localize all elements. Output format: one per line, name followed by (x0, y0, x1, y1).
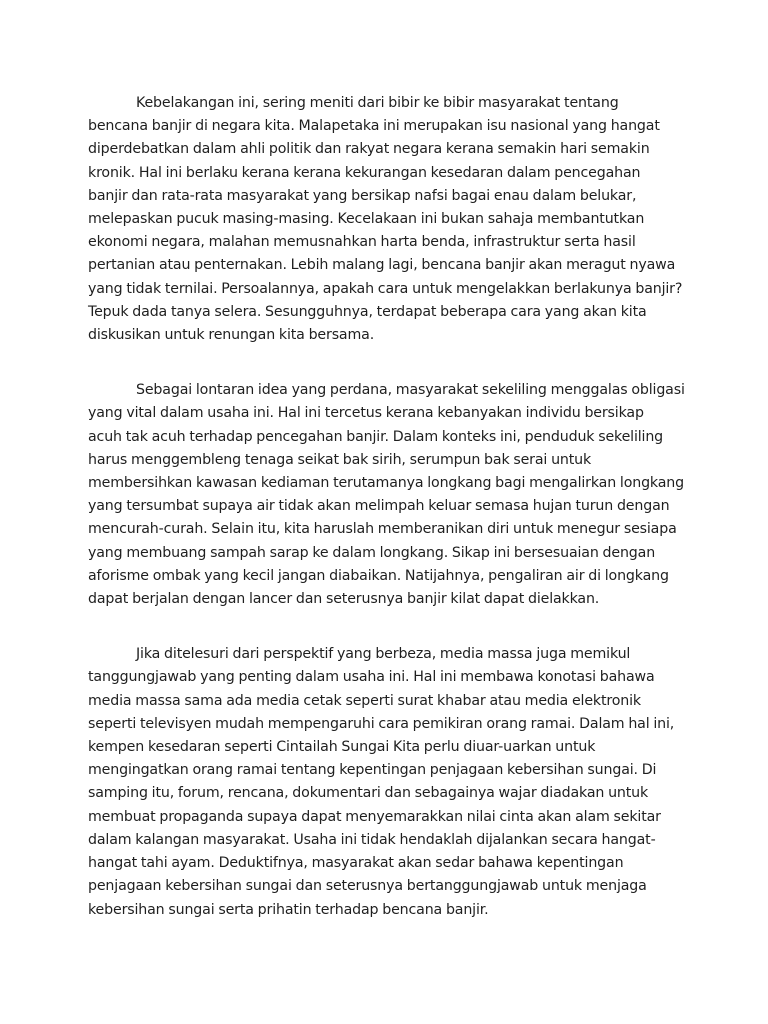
text-line: diskusikan untuk renungan kita bersama. (88, 327, 375, 344)
text-line: yang vital dalam usaha ini. Hal ini tercetus kerana kebanyakan individu bersikap (88, 405, 644, 422)
text-line: mengingatkan orang ramai tentang kepentingan penjagaan kebersihan sungai. Di (88, 762, 657, 779)
text-line: yang membuang sampah sarap ke dalam longkang. Sikap ini bersesuaian dengan (88, 544, 656, 561)
text-line: Kebelakangan ini, sering meniti dari bibir ke bibir masyarakat tentang (136, 95, 619, 111)
text-line: kebersihan sungai serta prihatin terhadap bencana banjir. (88, 901, 489, 918)
text-line: tanggungjawab yang penting dalam usaha ini. Hal ini membawa konotasi bahawa (88, 669, 655, 686)
paragraph-community-role (88, 379, 684, 611)
paragraph-introduction (88, 92, 684, 347)
text-line: pertanian atau penternakan. Lebih malang lagi, bencana banjir akan meragut nyawa (88, 257, 676, 274)
text-line: media massa sama ada media cetak seperti surat khabar atau media elektronik (88, 692, 641, 709)
text-line: aforisme ombak yang kecil jangan diabaikan. Natijahnya, pengaliran air di longkang (88, 567, 669, 584)
text-line: penjagaan kebersihan sungai dan seterusnya bertanggungjawab untuk menjaga (88, 878, 647, 895)
text-line: yang tersumbat supaya air tidak akan melimpah keluar semasa hujan turun dengan (88, 498, 670, 515)
text-line: membuat propaganda supaya dapat menyemarakkan nilai cinta akan alam sekitar (88, 808, 661, 825)
text-line: melepaskan pucuk masing-masing. Kecelakaan ini bukan sahaja membantutkan (88, 211, 645, 228)
text-line: acuh tak acuh terhadap pencegahan banjir. Dalam konteks ini, penduduk sekeliling (88, 428, 664, 445)
text-line: seperti televisyen mudah mempengaruhi cara pemikiran orang ramai. Dalam hal ini, (88, 715, 675, 732)
text-line: yang tidak ternilai. Persoalannya, apakah cara untuk mengelakkan berlakunya banjir? (88, 280, 683, 297)
text-line: Sebagai lontaran idea yang perdana, masyarakat sekeliling menggalas obligasi (136, 382, 685, 399)
paragraph-mass-media-role (88, 643, 684, 921)
text-line: dapat berjalan dengan lancer dan seterusnya banjir kilat dapat dielakkan. (88, 591, 600, 608)
text-line: mencurah-curah. Selain itu, kita haruslah memberanikan diri untuk menegur sesiapa (88, 521, 677, 538)
text-line: ekonomi negara, malahan memusnahkan harta benda, infrastruktur serta hasil (88, 234, 636, 251)
text-line: banjir dan rata-rata masyarakat yang bersikap nafsi bagai enau dalam belukar, (88, 187, 637, 204)
text-line: kronik. Hal ini berlaku kerana kerana kekurangan kesedaran dalam pencegahan (88, 164, 641, 181)
text-line: membersihkan kawasan kediaman terutamanya longkang bagi mengalirkan longkang (88, 475, 684, 492)
text-line: Tepuk dada tanya selera. Sesungguhnya, terdapat beberapa cara yang akan kita (88, 303, 647, 320)
text-line: hangat tahi ayam. Deduktifnya, masyarakat akan sedar bahawa kepentingan (88, 855, 624, 872)
text-line: kempen kesedaran seperti Cintailah Sungai Kita perlu diuar-uarkan untuk (88, 739, 596, 756)
text-line: samping itu, forum, rencana, dokumentari dan sebagainya wajar diadakan untuk (88, 785, 649, 802)
text-line: bencana banjir di negara kita. Malapetaka ini merupakan isu nasional yang hangat (88, 118, 660, 135)
text-line: diperdebatkan dalam ahli politik dan rakyat negara kerana semakin hari semakin (88, 141, 650, 158)
essay-body (88, 92, 684, 954)
text-line: harus menggembleng tenaga seikat bak sirih, serumpun bak serai untuk (88, 451, 592, 468)
text-line: dalam kalangan masyarakat. Usaha ini tidak hendaklah dijalankan secara hangat- (88, 831, 656, 848)
text-line: Jika ditelesuri dari perspektif yang berbeza, media massa juga memikul (136, 646, 631, 663)
